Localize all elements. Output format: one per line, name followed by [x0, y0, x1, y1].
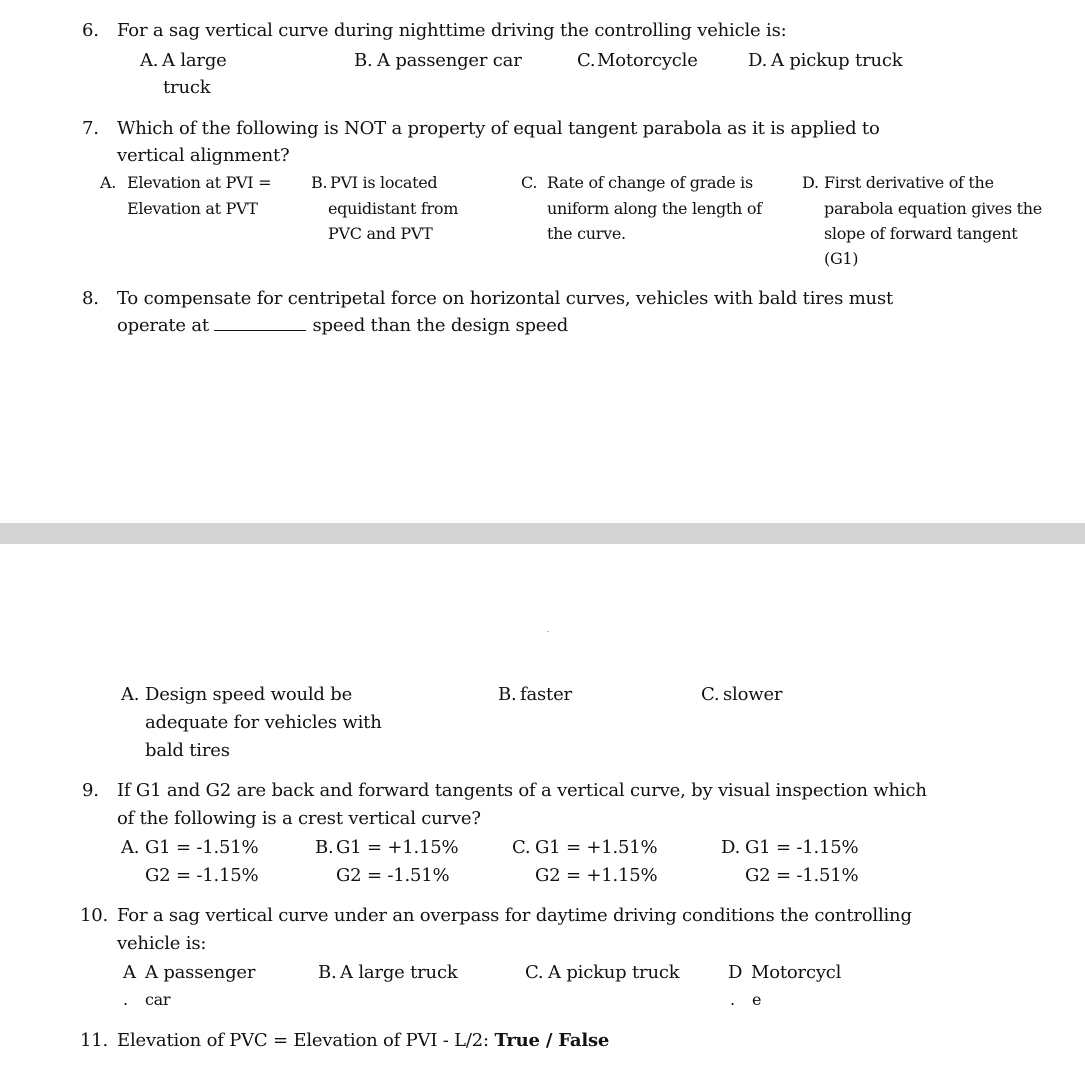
question-text-pre: operate at — [117, 315, 209, 336]
question-text-body: Elevation of PVC = Elevation of PVI - L/2: — [117, 1030, 489, 1051]
option-d-text: A pickup truck — [771, 50, 903, 71]
option-a-text: A passenger — [145, 962, 256, 983]
option-a-text-cont: Elevation at PVT — [127, 199, 258, 218]
option-b-label: B. — [311, 173, 328, 192]
option-b-text-cont: PVC and PVT — [328, 224, 433, 243]
question-text: For a sag vertical curve under an overpass for daytime driving conditions the controlling — [117, 905, 912, 926]
option-a-text-cont: truck — [163, 77, 211, 98]
option-b-label: B. — [498, 684, 517, 705]
question-number: 9. — [82, 780, 99, 801]
option-d-text-cont: slope of forward tangent — [824, 224, 1018, 243]
option-a-label: A. — [100, 173, 117, 192]
option-d-label: D — [728, 962, 743, 983]
option-b-text: A large truck — [340, 962, 458, 983]
question-number: 7. — [82, 118, 99, 139]
option-b-text: A passenger car — [377, 50, 522, 71]
option-d-text: Motorcycl — [751, 962, 842, 983]
option-d-label: D. — [721, 837, 741, 858]
option-d-label: D. — [748, 50, 768, 71]
option-b-text: G1 = +1.15% — [336, 837, 459, 858]
question-text-cont: of the following is a crest vertical curve? — [117, 808, 481, 829]
option-c-text-cont: the curve. — [547, 224, 626, 243]
option-c-text: slower — [723, 684, 783, 705]
option-a-text: A large — [162, 50, 227, 71]
question-number: 8. — [82, 288, 99, 309]
option-c-text-cont: uniform along the length of — [547, 199, 762, 218]
answer-choice-true-false: True / False — [494, 1030, 610, 1051]
option-a-text: Design speed would be — [145, 684, 353, 705]
question-text: Which of the following is NOT a property of equal tangent parabola as it is applied to — [117, 118, 880, 139]
option-c-label: C. — [701, 684, 720, 705]
option-a-text-cont: adequate for vehicles with — [145, 712, 382, 733]
option-d-text-cont: parabola equation gives the — [824, 199, 1042, 218]
option-a-label: A. — [121, 684, 140, 705]
question-text — [117, 1030, 609, 1051]
option-b-text: PVI is located — [330, 173, 438, 192]
option-c-text: Motorcycle — [597, 50, 698, 71]
question-text-cont — [117, 315, 568, 336]
option-a-text-cont: bald tires — [145, 740, 230, 761]
option-a-dot: . — [123, 990, 128, 1009]
option-b-text: faster — [520, 684, 572, 705]
question-text-post: speed than the design speed — [312, 315, 569, 336]
question-text: To compensate for centripetal force on horizontal curves, vehicles with bald tires must — [117, 288, 894, 309]
option-a-text: G1 = -1.51% — [145, 837, 259, 858]
question-text-cont: vertical alignment? — [117, 145, 290, 166]
option-d-label: D. — [802, 173, 819, 192]
option-d-dot: . — [730, 990, 735, 1009]
stray-mark — [547, 631, 549, 632]
option-a-label: A. — [121, 837, 140, 858]
option-a-text-cont: G2 = -1.15% — [145, 865, 259, 886]
option-c-label: C. — [512, 837, 531, 858]
question-number: 11. — [80, 1030, 109, 1051]
option-c-text: G1 = +1.51% — [535, 837, 658, 858]
option-c-label: C. — [521, 173, 538, 192]
option-a-text: Elevation at PVI = — [127, 173, 272, 192]
option-a-label: A — [123, 962, 136, 983]
option-d-text-cont: G2 = -1.51% — [745, 865, 859, 886]
option-a-label: A. — [140, 50, 159, 71]
option-b-text-cont: equidistant from — [328, 199, 459, 218]
page-break-divider — [0, 523, 1085, 544]
question-number: 10. — [80, 905, 109, 926]
option-a-text-cont: car — [145, 990, 171, 1009]
option-b-label: B. — [318, 962, 337, 983]
option-c-label: C. — [577, 50, 596, 71]
option-c-text-cont: G2 = +1.15% — [535, 865, 658, 886]
question-text: For a sag vertical curve during nighttime driving the controlling vehicle is: — [117, 20, 787, 41]
option-c-text: A pickup truck — [548, 962, 680, 983]
option-d-text: First derivative of the — [824, 173, 994, 192]
question-text: If G1 and G2 are back and forward tangents of a vertical curve, by visual inspection which — [117, 780, 927, 801]
option-d-text-cont: (G1) — [824, 249, 859, 268]
question-number: 6. — [82, 20, 99, 41]
option-c-text: Rate of change of grade is — [547, 173, 753, 192]
option-c-label: C. — [525, 962, 544, 983]
question-text-cont: vehicle is: — [117, 933, 207, 954]
option-b-label: B. — [354, 50, 373, 71]
answer-blank — [214, 316, 306, 331]
option-b-label: B. — [315, 837, 334, 858]
option-b-text-cont: G2 = -1.51% — [336, 865, 450, 886]
option-d-text: G1 = -1.15% — [745, 837, 859, 858]
option-d-text-cont: e — [752, 990, 762, 1009]
